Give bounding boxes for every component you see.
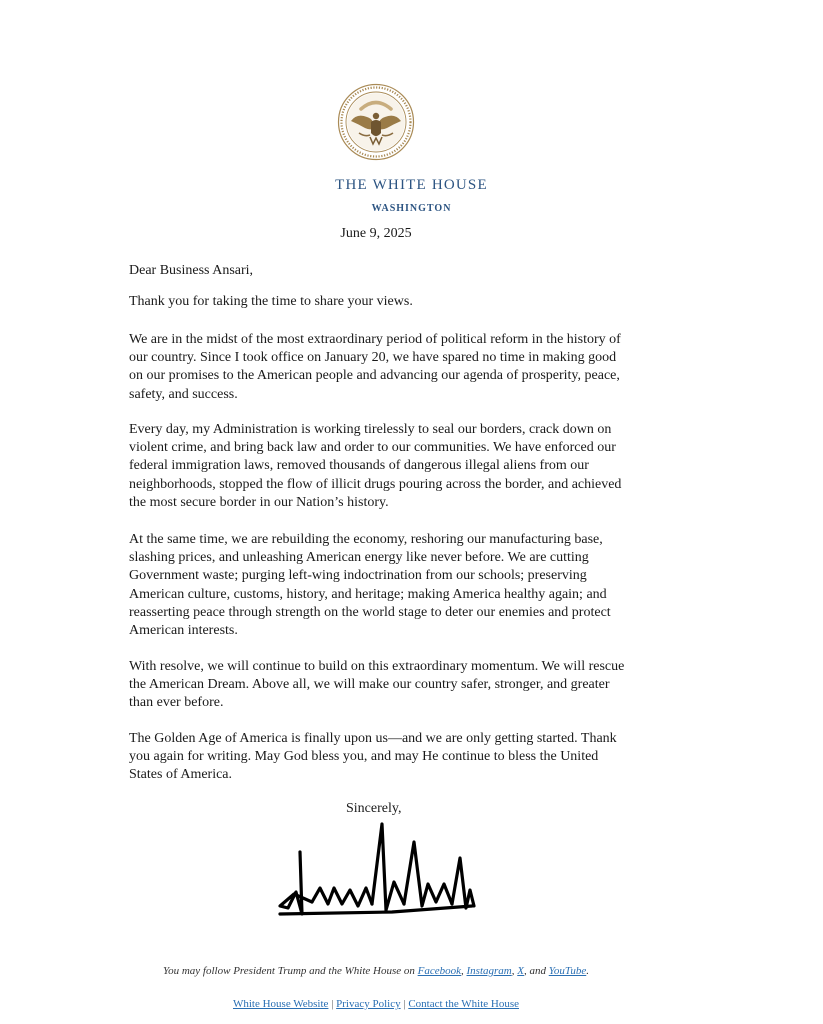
- footer-links: [0, 998, 752, 1010]
- instagram-link[interactable]: Instagram: [466, 965, 512, 977]
- follow-end: .: [586, 965, 589, 977]
- letter-date: June 9, 2025: [340, 226, 412, 241]
- handwritten-signature-icon: [272, 818, 482, 928]
- salutation: Dear Business Ansari,: [129, 263, 254, 278]
- facebook-link[interactable]: Facebook: [417, 965, 462, 977]
- footer-separator: |: [403, 998, 406, 1010]
- presidential-seal-icon: [337, 83, 415, 161]
- org-title: THE WHITE HOUSE: [335, 177, 488, 193]
- footer-separator: |: [331, 998, 334, 1010]
- paragraph-3: Every day, my Administration is working tirelessly to seal our borders, crack down on violent crime, and bring back law and order to our communities. We have enforced our federal immigration laws, removed thousands of dangerous illegal aliens from our neighborhoods, stopped the flow of illicit drugs pouring across the border, and achieved the most secure border in our Nation’s history.: [129, 422, 622, 510]
- white-house-website-link[interactable]: White House Website: [232, 998, 329, 1010]
- follow-separator: , and: [523, 965, 546, 977]
- youtube-link[interactable]: YouTube: [548, 965, 587, 977]
- follow-prefix: You may follow President Trump and the White House on: [163, 965, 415, 977]
- x-link[interactable]: X: [517, 965, 524, 977]
- follow-separator: ,: [461, 965, 464, 977]
- closing: Sincerely,: [346, 801, 402, 816]
- follow-line: [0, 965, 752, 977]
- contact-link[interactable]: Contact the White House: [408, 998, 519, 1010]
- org-subtitle: WASHINGTON: [371, 203, 452, 214]
- paragraph-5: With resolve, we will continue to build on this extraordinary momentum. We will rescue the American Dream. Above all, we will make our country safer, stronger, and greater than ever before.: [129, 659, 625, 711]
- paragraph-6: The Golden Age of America is finally upon us—and we are only getting started. Thank you again for writing. May God bless you, and may He continue to bless the United States of America.: [129, 731, 617, 783]
- paragraph-1: Thank you for taking the time to share your views.: [129, 294, 413, 309]
- follow-separator: ,: [511, 965, 515, 977]
- paragraph-2: We are in the midst of the most extraordinary period of political reform in the history of our country. Since I took office on January 20, we have spared no time in making good on our promises to the American people and advancing our agenda of prosperity, peace, safety, and success.: [129, 332, 621, 402]
- privacy-policy-link[interactable]: Privacy Policy: [336, 998, 401, 1010]
- paragraph-4: At the same time, we are rebuilding the economy, reshoring our manufacturing base, slashing prices, and unleashing American energy like never before. We are cutting Government waste; purging left-wing indoctrination from our schools; preserving American culture, customs, history, and heritage; making America healthy again; and reasserting peace through strength on the world stage to deter our enemies and protect American interests.: [129, 532, 611, 639]
